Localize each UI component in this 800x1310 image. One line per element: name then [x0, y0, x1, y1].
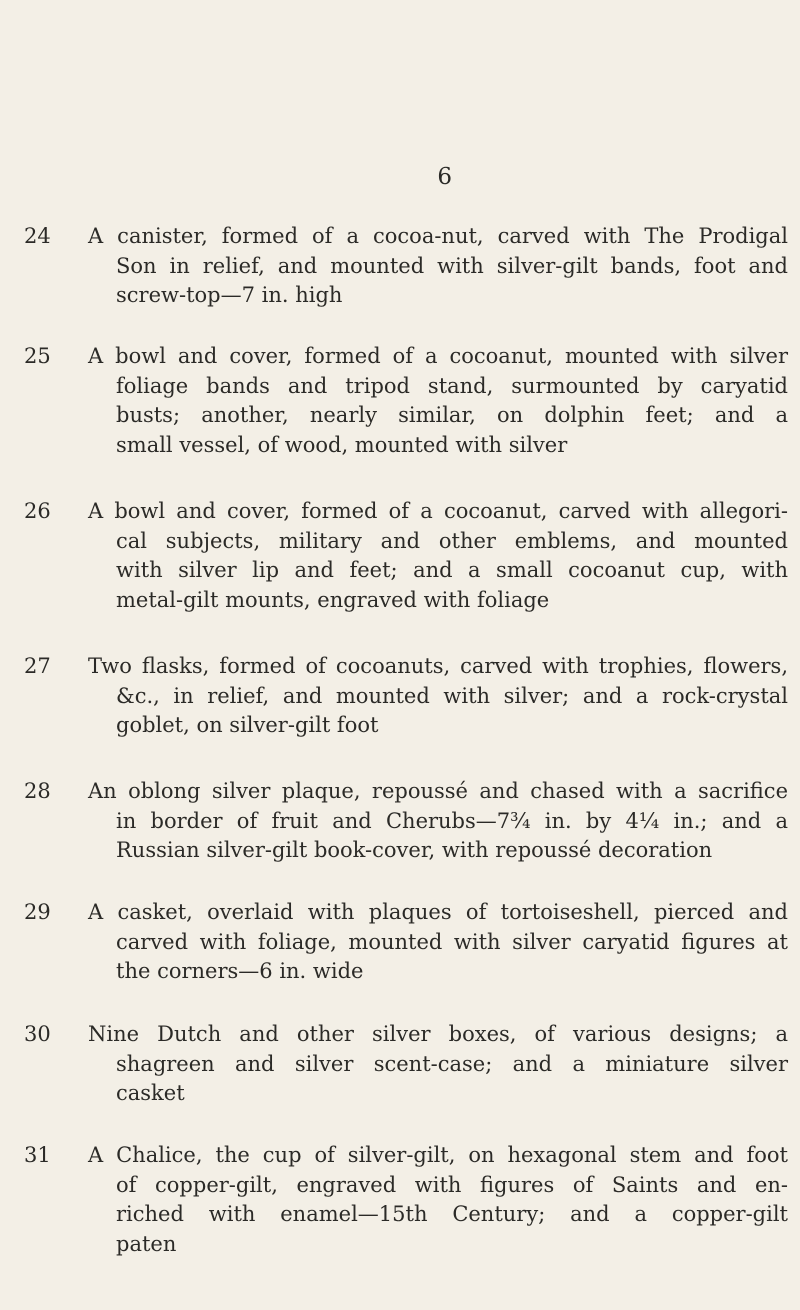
lot-description-line: shagreen and silver scent-case; and a miniature silver: [116, 1051, 788, 1076]
lot-description-line: Nine Dutch and other silver boxes, of various designs; a: [88, 1022, 788, 1046]
lot-description-line: A canister, formed of a cocoa-nut, carved with The Prodigal: [88, 224, 788, 248]
lot-description-line: paten: [116, 1231, 177, 1256]
lot-number: 25: [24, 344, 51, 368]
lot-description: [88, 1141, 788, 1259]
lot-description-line: A bowl and cover, formed of a cocoanut, mounted with silver: [88, 344, 788, 368]
lot-description-line: in border of fruit and Cherubs—7¾ in. by 4¼ in.; and a: [116, 808, 788, 833]
lot-description-line: goblet, on silver-gilt foot: [116, 713, 379, 737]
lot-description: [88, 342, 788, 460]
lot-description-line: casket: [116, 1081, 185, 1105]
lot-number: 30: [24, 1022, 51, 1046]
lot-number: 24: [24, 224, 51, 248]
lot-description-line: foliage bands and tripod stand, surmounted by caryatid: [116, 373, 788, 398]
lot-description-line: with silver lip and feet; and a small cocoanut cup, with: [116, 558, 788, 582]
lot-description: [88, 652, 788, 741]
lot-description-line: metal-gilt mounts, engraved with foliage: [116, 587, 550, 612]
lot-description: [88, 497, 788, 615]
lot-description-line: A bowl and cover, formed of a cocoanut, carved with allegori-: [88, 499, 788, 523]
lot-description: [88, 777, 788, 866]
lot-number: 28: [24, 779, 51, 803]
lot-description: [88, 222, 788, 311]
lot-number: 26: [24, 499, 51, 523]
lot-description-line: of copper-gilt, engraved with figures of Saints and en-: [116, 1172, 788, 1197]
lot-number: 31: [24, 1143, 51, 1167]
lot-description-line: Two flasks, formed of cocoanuts, carved with trophies, flowers,: [88, 654, 788, 678]
lot-description-line: Son in relief, and mounted with silver-gilt bands, foot and: [116, 253, 788, 278]
lot-description-line: cal subjects, military and other emblems, and mounted: [116, 528, 788, 553]
lot-description-line: &c., in relief, and mounted with silver; and a rock-crystal: [116, 683, 788, 708]
lot-number: 29: [24, 900, 51, 924]
lot-description-line: screw-top—7 in. high: [116, 283, 343, 307]
lot-number: 27: [24, 654, 51, 678]
lot-description-line: A Chalice, the cup of silver-gilt, on hexagonal stem and foot: [88, 1143, 788, 1167]
lot-description-line: carved with foliage, mounted with silver caryatid figures at: [116, 929, 788, 954]
lot-description-line: A casket, overlaid with plaques of tortoiseshell, pierced and: [88, 900, 788, 924]
lot-description-line: small vessel, of wood, mounted with silver: [116, 432, 568, 457]
lot-description-line: Russian silver-gilt book-cover, with repoussé decoration: [116, 838, 713, 862]
lot-description: [88, 1020, 788, 1109]
lot-description-line: An oblong silver plaque, repoussé and chased with a sacrifice: [88, 779, 788, 803]
page-number: 6: [437, 164, 453, 190]
lot-description-line: riched with enamel—15th Century; and a copper-gilt: [116, 1202, 788, 1226]
lot-description: [88, 898, 788, 987]
lot-description-line: busts; another, nearly similar, on dolphin feet; and a: [116, 403, 788, 427]
lot-description-line: the corners—6 in. wide: [116, 959, 364, 983]
